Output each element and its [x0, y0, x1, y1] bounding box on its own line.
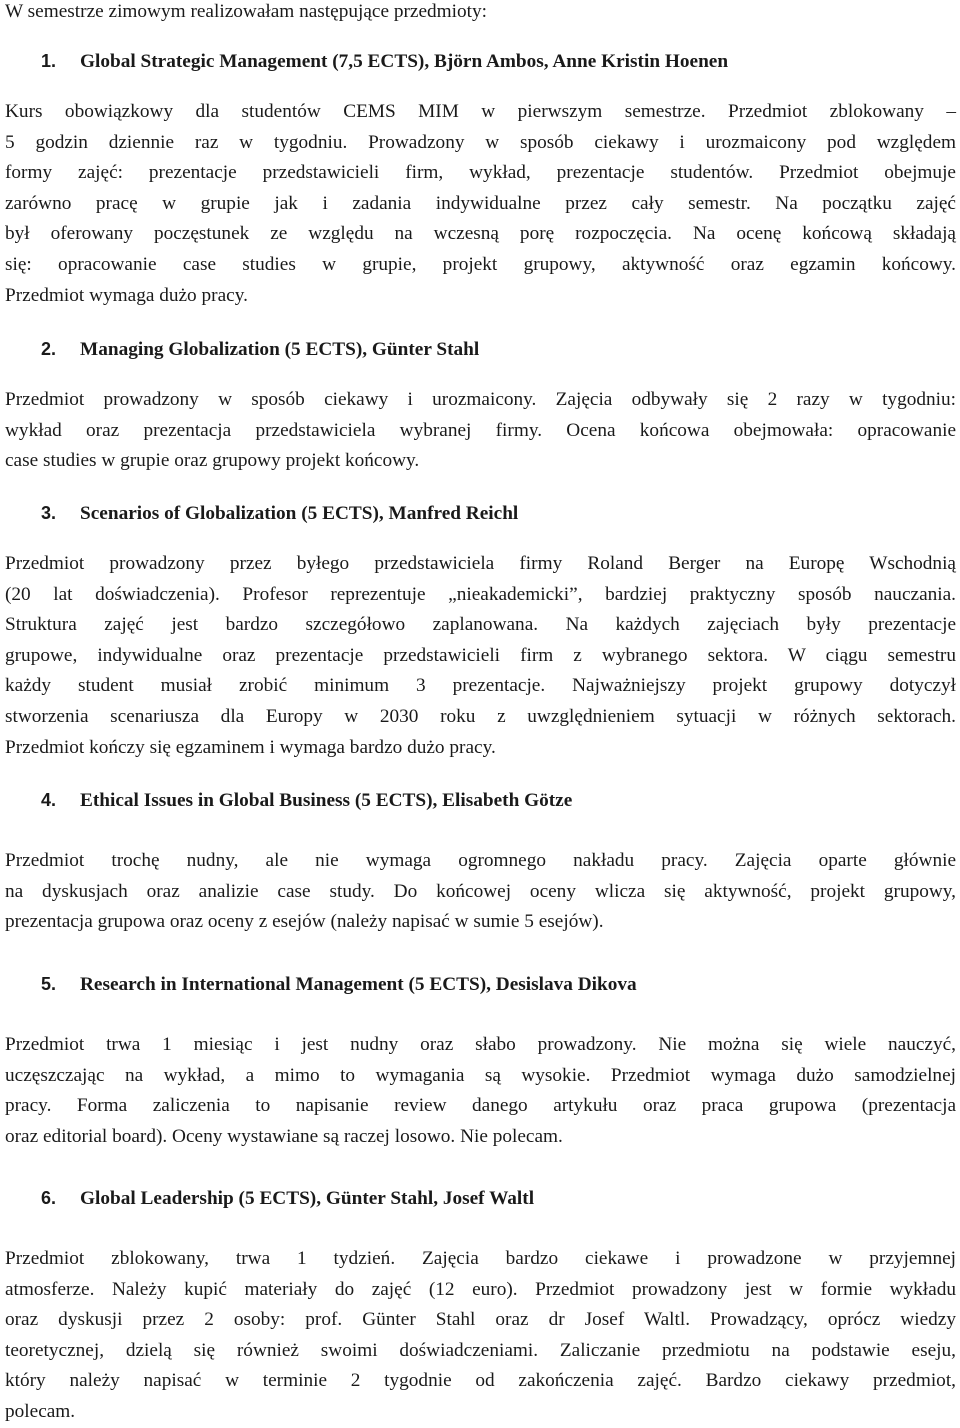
text-line: zarówno pracę w grupie jak i zadania indywidualne przez cały semestr. Na początku zajęć	[5, 192, 956, 214]
course-number: 1.	[41, 51, 57, 71]
text-line: Przedmiot prowadzony przez byłego przedstawiciela firmy Roland Berger na Europę Wschodnią	[5, 553, 956, 574]
course-title: Scenarios of Globalization (5 ECTS), Manfred Reichl	[80, 503, 519, 524]
text-line: grupowe, indywidualne oraz prezentacje przedstawicieli firm z wybranego sektora. W ciągu semestru	[5, 644, 956, 666]
text-line: wykład oraz prezentacja przedstawiciela wybranej firmy. Ocena końcowa obejmowała: opracowanie	[5, 419, 956, 441]
text-line: pracy. Forma zaliczenia to napisanie review danego artykułu oraz praca grupowa (prezentacja	[5, 1095, 956, 1117]
text-line: oraz editorial board). Oceny wystawiane są raczej losowo. Nie polecam.	[5, 1125, 563, 1147]
text-line: stworzenia scenariusza dla Europy w 2030 roku z uwzględnieniem sytuacji w różnych sektorach.	[5, 705, 956, 727]
course-number: 4.	[41, 790, 57, 810]
course-heading-2	[41, 334, 479, 365]
text-line: każdy student musiał zrobić minimum 3 prezentacje. Najważniejszy projekt grupowy dotyczył	[5, 675, 956, 697]
course-number: 5.	[41, 974, 57, 994]
text-line: Przedmiot prowadzony w sposób ciekawy i urozmaicony. Zajęcia odbywały się 2 razy w tygodniu:	[5, 389, 956, 410]
text-line: się: opracowanie case studies w grupie, projekt grupowy, aktywność oraz egzamin końcowy.	[5, 253, 956, 275]
text-line: Przedmiot trwa 1 miesiąc i jest nudny oraz słabo prowadzony. Nie można się wiele nauczyć,	[5, 1034, 956, 1055]
course-title: Global Leadership (5 ECTS), Günter Stahl, Josef Waltl	[80, 1188, 535, 1209]
course-heading-6	[41, 1183, 534, 1214]
text-line: Przedmiot trochę nudny, ale nie wymaga ogromnego nakładu pracy. Zajęcia oparte głównie	[5, 850, 956, 871]
text-line: uczęszczając na wykład, a mimo to wymagania są wysokie. Przedmiot wymaga dużo samodzielnej	[5, 1064, 956, 1086]
course-heading-4	[41, 785, 572, 816]
course-heading-5	[41, 969, 637, 1000]
course-title: Global Strategic Management (7,5 ECTS), Björn Ambos, Anne Kristin Hoenen	[80, 51, 729, 72]
course-description-1	[5, 97, 956, 311]
text-line: Przedmiot zblokowany, trwa 1 tydzień. Zajęcia bardzo ciekawe i prowadzone w przyjemnej	[5, 1248, 956, 1269]
text-line: prezentacja grupowa oraz oceny z esejów (należy napisać w sumie 5 esejów).	[5, 911, 604, 933]
course-description-5	[5, 1030, 956, 1152]
text-line: był oferowany poczęstunek ze względu na wczesną porę rozpoczęcia. Na ocenę końcową składają	[5, 223, 956, 245]
text-line: case studies w grupie oraz grupowy projekt końcowy.	[5, 450, 420, 472]
course-heading-1	[41, 46, 728, 77]
text-line: oraz dyskusji przez 2 osoby: prof. Günter Stahl oraz dr Josef Waltl. Prowadzący, oprócz wiedzy	[5, 1309, 956, 1331]
text-line: polecam.	[5, 1400, 76, 1422]
course-title: Ethical Issues in Global Business (5 ECTS), Elisabeth Götze	[80, 790, 573, 811]
text-line: atmosferze. Należy kupić materiały do zajęć (12 euro). Przedmiot prowadzony jest w formie wykładu	[5, 1278, 956, 1300]
course-description-4	[5, 846, 956, 938]
text-line: (20 lat doświadczenia). Profesor reprezentuje „nieakademicki”, bardziej praktyczny sposób nauczania.	[5, 583, 956, 605]
text-line: który należy napisać w terminie 2 tygodnie od zakończenia zajęć. Bardzo ciekawy przedmiot,	[5, 1370, 956, 1392]
course-number: 3.	[41, 503, 57, 523]
text-line: Struktura zajęć jest bardzo szczegółowo zaplanowana. Na każdych zajęciach były prezentacje	[5, 614, 956, 636]
intro-text: W semestrze zimowym realizowałam następujące przedmioty:	[5, 1, 488, 22]
text-line: Przedmiot kończy się egzaminem i wymaga bardzo dużo pracy.	[5, 736, 496, 758]
course-number: 6.	[41, 1188, 57, 1208]
course-title: Managing Globalization (5 ECTS), Günter Stahl	[80, 339, 480, 360]
text-line: 5 godzin dziennie raz w tygodniu. Prowadzony w sposób ciekawy i urozmaicony pod względem	[5, 131, 956, 153]
text-line: Kurs obowiązkowy dla studentów CEMS MIM w pierwszym semestrze. Przedmiot zblokowany –	[5, 101, 956, 122]
course-title: Research in International Management (5 ECTS), Desislava Dikova	[80, 974, 637, 995]
text-line: Przedmiot wymaga dużo pracy.	[5, 284, 248, 306]
text-line: teoretycznej, dzielą się również swoimi doświadczeniami. Zaliczanie przedmiotu na podstawie eseju,	[5, 1339, 956, 1361]
course-description-2	[5, 385, 956, 477]
course-number: 2.	[41, 339, 57, 359]
course-description-3	[5, 549, 956, 763]
course-description-6	[5, 1244, 956, 1428]
text-line: formy zajęć: prezentacje przedstawicieli firm, wykład, prezentacje studentów. Przedmiot obejmuje	[5, 162, 956, 184]
text-line: na dyskusjach oraz analizie case study. Do końcowej oceny wlicza się aktywność, projekt grupowy,	[5, 880, 956, 902]
course-heading-3	[41, 498, 518, 529]
